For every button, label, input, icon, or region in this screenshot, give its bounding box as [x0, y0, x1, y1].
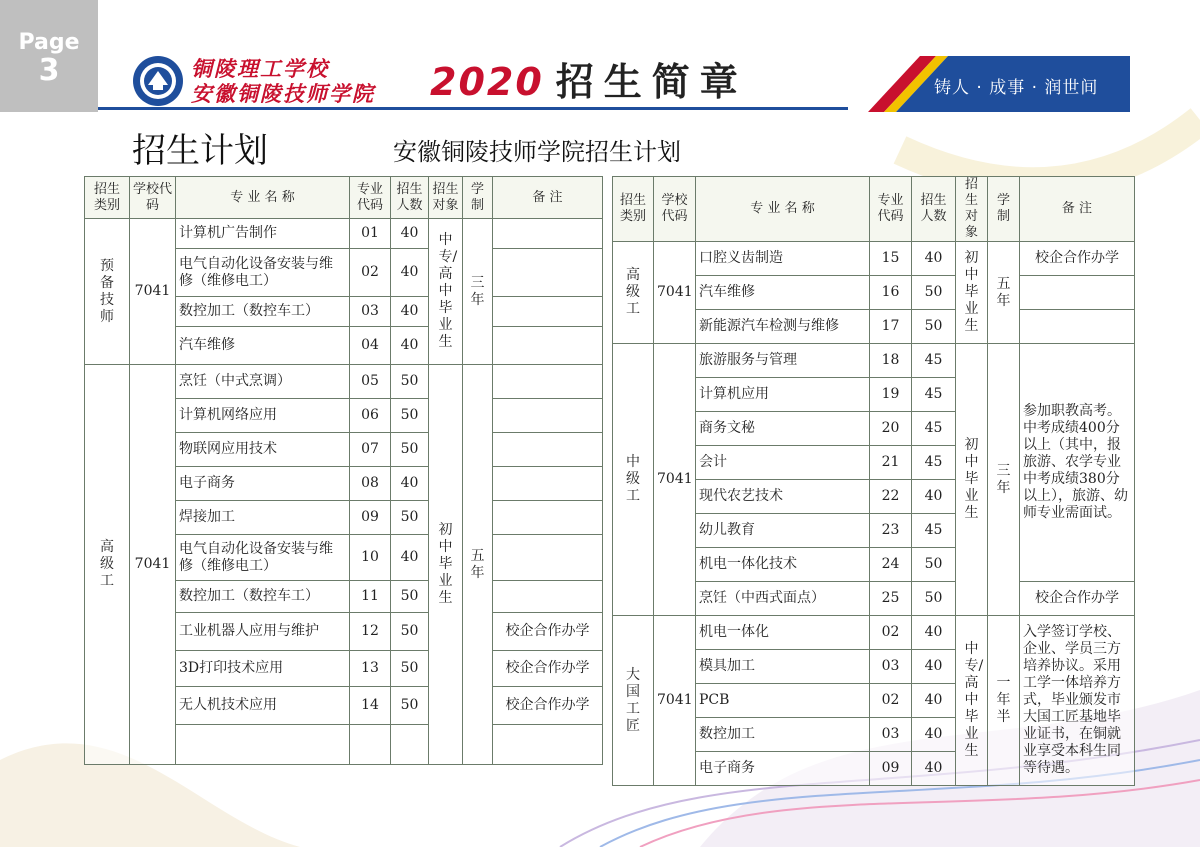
header-school-code: 学校代码	[130, 177, 176, 219]
major-name: 新能源汽车检测与维修	[696, 310, 870, 344]
major-name: 汽车维修	[696, 276, 870, 310]
major-code: 14	[350, 687, 391, 725]
major-code: 01	[350, 219, 391, 249]
major-code: 24	[870, 548, 912, 582]
major-name: 数控加工	[696, 718, 870, 752]
major-code: 11	[350, 581, 391, 613]
quota: 40	[391, 297, 429, 327]
major-name: 计算机广告制作	[176, 219, 350, 249]
major-code: 03	[350, 297, 391, 327]
quota: 40	[912, 718, 956, 752]
header-remarks: 备 注	[493, 177, 603, 219]
quota: 40	[391, 219, 429, 249]
section-title: 招生计划	[132, 131, 268, 171]
quota: 50	[912, 276, 956, 310]
major-name: 烹饪（中西式面点）	[696, 582, 870, 616]
remark-cell: 校企合作办学	[493, 613, 603, 651]
page-label: Page	[18, 30, 80, 55]
major-name: 工业机器人应用与维护	[176, 613, 350, 651]
school-logo-icon	[132, 55, 184, 107]
major-name: 数控加工（数控车工）	[176, 297, 350, 327]
school-code-cell: 7041	[654, 344, 696, 616]
school-name-1: 铜陵理工学校	[191, 56, 329, 81]
quota: 50	[391, 433, 429, 467]
school-code-cell: 7041	[130, 365, 176, 765]
table-row	[613, 616, 1135, 650]
remark-cell	[1020, 310, 1135, 344]
table-row	[85, 365, 603, 399]
major-name: 电子商务	[176, 467, 350, 501]
major-code: 05	[350, 365, 391, 399]
major-name: 口腔义齿制造	[696, 242, 870, 276]
major-name: 机电一体化技术	[696, 548, 870, 582]
major-name: 计算机应用	[696, 378, 870, 412]
duration-cell: 五年	[463, 365, 493, 765]
group-remark-cell: 参加职教高考。中考成绩400分以上（其中，报旅游、农学专业中考成绩380分以上），旅游、幼师专业需面试。	[1020, 344, 1135, 582]
major-name: 数控加工（数控车工）	[176, 581, 350, 613]
target-cell: 中专/高中毕业生	[429, 219, 463, 365]
duration-cell: 五年	[988, 242, 1020, 344]
header-category: 招生类别	[613, 177, 654, 242]
quota: 50	[391, 581, 429, 613]
header-category: 招生类别	[85, 177, 130, 219]
quota: 40	[391, 535, 429, 581]
header-target: 招生对象	[429, 177, 463, 219]
major-code: 23	[870, 514, 912, 548]
quota: 40	[912, 480, 956, 514]
major-code: 02	[870, 616, 912, 650]
remark-cell	[493, 433, 603, 467]
major-code: 22	[870, 480, 912, 514]
major-code: 02	[870, 684, 912, 718]
major-code: 16	[870, 276, 912, 310]
banner-word: 招生简章	[555, 60, 748, 104]
page-number: 3	[38, 53, 60, 88]
header-target: 招生对象	[956, 177, 988, 242]
remark-cell	[493, 249, 603, 297]
major-code: 09	[870, 752, 912, 786]
remark-cell: 校企合作办学	[1020, 242, 1135, 276]
remark-cell	[493, 467, 603, 501]
major-name: 计算机网络应用	[176, 399, 350, 433]
major-name: 旅游服务与管理	[696, 344, 870, 378]
enrollment-table-right	[612, 176, 1135, 786]
school-code-cell: 7041	[654, 242, 696, 344]
remark-cell	[493, 399, 603, 433]
table-row	[613, 242, 1135, 276]
header-duration: 学制	[463, 177, 493, 219]
quota: 50	[912, 582, 956, 616]
major-name: 模具加工	[696, 650, 870, 684]
header-remarks: 备 注	[1020, 177, 1135, 242]
remark-cell	[493, 327, 603, 365]
major-code: 15	[870, 242, 912, 276]
enrollment-table-left	[84, 176, 603, 765]
major-name: 3D打印技术应用	[176, 651, 350, 687]
quota: 40	[912, 616, 956, 650]
table-header-row	[613, 177, 1135, 242]
remark-cell: 校企合作办学	[493, 651, 603, 687]
category-cell: 中级工	[613, 344, 654, 616]
duration-cell: 一年半	[988, 616, 1020, 786]
major-name: 现代农艺技术	[696, 480, 870, 514]
major-code: 10	[350, 535, 391, 581]
major-name: 机电一体化	[696, 616, 870, 650]
major-name: 电子商务	[696, 752, 870, 786]
duration-cell: 三年	[988, 344, 1020, 616]
quota: 40	[391, 249, 429, 297]
quota: 50	[391, 651, 429, 687]
remark-cell	[493, 501, 603, 535]
major-code: 17	[870, 310, 912, 344]
group-remark-cell: 入学签订学校、企业、学员三方培养协议。采用工学一体培养方式，毕业颁发市大国工匠基地毕业证书，在铜就业享受本科生同等待遇。	[1020, 616, 1135, 786]
major-code: 09	[350, 501, 391, 535]
header-major-name: 专 业 名 称	[696, 177, 870, 242]
header-major-code: 专业代码	[350, 177, 391, 219]
school-code-cell: 7041	[654, 616, 696, 786]
school-code-cell: 7041	[130, 219, 176, 365]
remark-cell	[493, 297, 603, 327]
header-duration: 学制	[988, 177, 1020, 242]
target-cell: 初中毕业生	[956, 242, 988, 344]
major-name: 焊接加工	[176, 501, 350, 535]
category-cell: 大国工匠	[613, 616, 654, 786]
major-name: 无人机技术应用	[176, 687, 350, 725]
quota: 40	[391, 327, 429, 365]
quota: 50	[391, 501, 429, 535]
category-cell: 高级工	[613, 242, 654, 344]
slogan-text: 铸人 · 成事 · 润世间	[934, 78, 1099, 98]
major-code: 18	[870, 344, 912, 378]
quota: 40	[912, 242, 956, 276]
quota: 45	[912, 378, 956, 412]
major-code: 12	[350, 613, 391, 651]
quota: 40	[391, 467, 429, 501]
major-code: 13	[350, 651, 391, 687]
quota: 50	[912, 548, 956, 582]
header-major-code: 专业代码	[870, 177, 912, 242]
quota: 50	[391, 365, 429, 399]
major-name: 商务文秘	[696, 412, 870, 446]
major-code: 06	[350, 399, 391, 433]
header-school-code: 学校代码	[654, 177, 696, 242]
header-major-name: 专 业 名 称	[176, 177, 350, 219]
major-name: 幼儿教育	[696, 514, 870, 548]
remark-cell	[493, 365, 603, 399]
header-divider	[98, 107, 848, 110]
remark-cell: 校企合作办学	[1020, 582, 1135, 616]
quota: 45	[912, 412, 956, 446]
category-cell: 高级工	[85, 365, 130, 765]
major-code: 20	[870, 412, 912, 446]
quota: 50	[391, 399, 429, 433]
target-cell: 初中毕业生	[956, 344, 988, 616]
target-cell: 中专/高中毕业生	[956, 616, 988, 786]
duration-cell: 三年	[463, 219, 493, 365]
quota: 45	[912, 446, 956, 480]
table-row	[85, 219, 603, 249]
major-name: PCB	[696, 684, 870, 718]
major-name: 电气自动化设备安装与维修（维修电工）	[176, 249, 350, 297]
table-row	[613, 344, 1135, 378]
category-cell: 预备技师	[85, 219, 130, 365]
target-cell: 初中毕业生	[429, 365, 463, 765]
banner-year: 2020	[430, 60, 544, 104]
quota: 40	[912, 684, 956, 718]
banner-title	[430, 60, 748, 104]
quota: 45	[912, 514, 956, 548]
remark-cell: 校企合作办学	[493, 687, 603, 725]
major-code: 07	[350, 433, 391, 467]
table-header-row	[85, 177, 603, 219]
major-name: 汽车维修	[176, 327, 350, 365]
major-code: 08	[350, 467, 391, 501]
page-tab	[0, 0, 98, 112]
remark-cell	[493, 581, 603, 613]
remark-cell	[1020, 276, 1135, 310]
remark-cell	[493, 219, 603, 249]
major-code: 02	[350, 249, 391, 297]
quota: 50	[912, 310, 956, 344]
quota: 40	[912, 752, 956, 786]
page-header	[98, 0, 1200, 112]
header-quota: 招生人数	[391, 177, 429, 219]
subtitle: 安徽铜陵技师学院招生计划	[393, 138, 681, 166]
header-quota: 招生人数	[912, 177, 956, 242]
quota: 40	[912, 650, 956, 684]
school-names	[191, 56, 391, 106]
school-name-2: 安徽铜陵技师学院	[191, 81, 375, 106]
major-code: 25	[870, 582, 912, 616]
major-name: 物联网应用技术	[176, 433, 350, 467]
quota: 50	[391, 687, 429, 725]
major-name: 烹饪（中式烹调）	[176, 365, 350, 399]
major-code: 19	[870, 378, 912, 412]
quota: 45	[912, 344, 956, 378]
major-name: 会计	[696, 446, 870, 480]
major-code: 03	[870, 650, 912, 684]
major-name: 电气自动化设备安装与维修（维修电工）	[176, 535, 350, 581]
major-code: 03	[870, 718, 912, 752]
major-code: 21	[870, 446, 912, 480]
quota: 50	[391, 613, 429, 651]
major-code: 04	[350, 327, 391, 365]
remark-cell	[493, 535, 603, 581]
